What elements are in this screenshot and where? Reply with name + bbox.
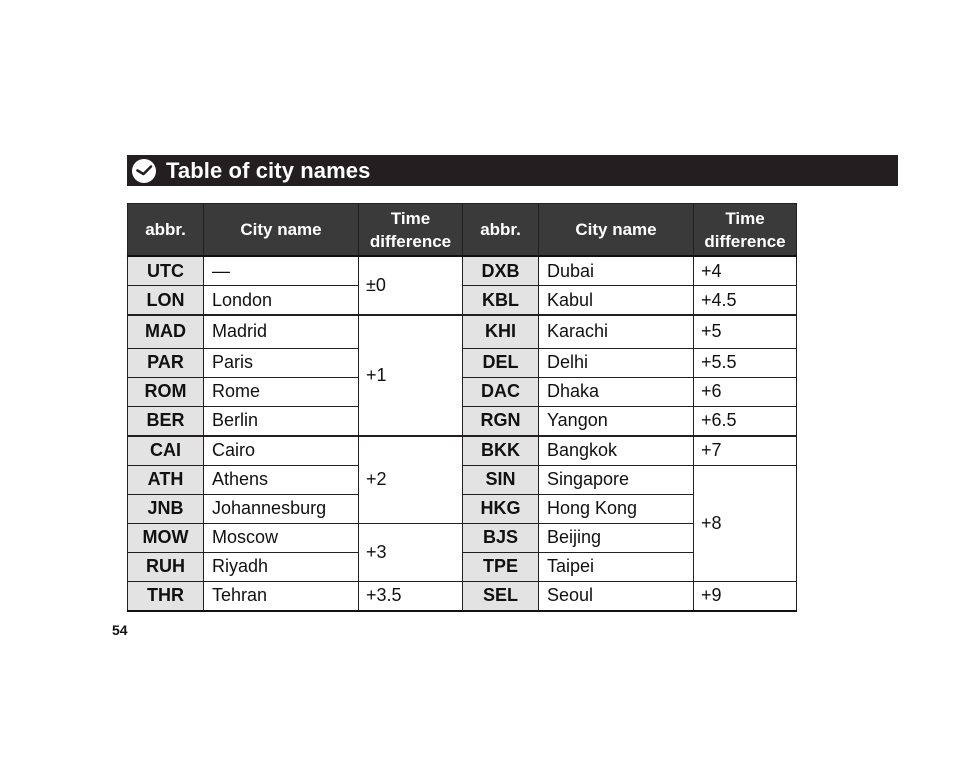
header-abbr: abbr. [128, 204, 204, 257]
time-difference-cell: +3 [359, 523, 463, 581]
abbr-cell: BER [128, 406, 204, 436]
header-time-difference: Time difference [694, 204, 797, 257]
time-difference-cell: +9 [694, 581, 797, 611]
table-row [128, 581, 797, 611]
abbr-cell: TPE [463, 552, 539, 581]
abbr-cell: CAI [128, 436, 204, 466]
city-cell: — [204, 256, 359, 286]
city-cell: Kabul [539, 286, 694, 316]
city-cell: Seoul [539, 581, 694, 611]
time-difference-cell: +2 [359, 436, 463, 524]
page-number: 54 [112, 622, 128, 638]
title-bar [127, 155, 898, 186]
abbr-cell: BJS [463, 523, 539, 552]
table-row [128, 256, 797, 286]
table-row [128, 286, 797, 316]
city-cell: Tehran [204, 581, 359, 611]
abbr-cell: ROM [128, 377, 204, 406]
abbr-cell: SEL [463, 581, 539, 611]
time-difference-cell: +6 [694, 377, 797, 406]
abbr-cell: BKK [463, 436, 539, 466]
abbr-cell: ATH [128, 465, 204, 494]
abbr-cell: DAC [463, 377, 539, 406]
city-cell: Hong Kong [539, 494, 694, 523]
city-cell: Cairo [204, 436, 359, 466]
table-row [128, 465, 797, 494]
abbr-cell: JNB [128, 494, 204, 523]
time-difference-cell: +5.5 [694, 348, 797, 377]
city-cell: Dhaka [539, 377, 694, 406]
abbr-cell: SIN [463, 465, 539, 494]
abbr-cell: UTC [128, 256, 204, 286]
city-cell: Athens [204, 465, 359, 494]
table-header-row [128, 204, 797, 257]
city-cell: Johannesburg [204, 494, 359, 523]
abbr-cell: DEL [463, 348, 539, 377]
time-difference-cell: +6.5 [694, 406, 797, 436]
city-cell: Beijing [539, 523, 694, 552]
time-difference-cell: +4 [694, 256, 797, 286]
abbr-cell: MAD [128, 315, 204, 348]
city-cell: Rome [204, 377, 359, 406]
city-cell: Delhi [539, 348, 694, 377]
city-cell: Singapore [539, 465, 694, 494]
time-difference-cell: +4.5 [694, 286, 797, 316]
abbr-cell: HKG [463, 494, 539, 523]
table-row [128, 406, 797, 436]
table-row [128, 348, 797, 377]
time-difference-cell: +7 [694, 436, 797, 466]
clock-icon [131, 158, 157, 184]
abbr-cell: MOW [128, 523, 204, 552]
time-difference-cell: +1 [359, 315, 463, 436]
city-cell: Dubai [539, 256, 694, 286]
abbr-cell: RUH [128, 552, 204, 581]
city-names-table [127, 203, 797, 612]
city-cell: Moscow [204, 523, 359, 552]
city-cell: Riyadh [204, 552, 359, 581]
abbr-cell: DXB [463, 256, 539, 286]
abbr-cell: KHI [463, 315, 539, 348]
table-row [128, 436, 797, 466]
abbr-cell: LON [128, 286, 204, 316]
table-row [128, 377, 797, 406]
city-cell: Bangkok [539, 436, 694, 466]
city-cell: Berlin [204, 406, 359, 436]
city-cell: Madrid [204, 315, 359, 348]
city-cell: London [204, 286, 359, 316]
city-cell: Taipei [539, 552, 694, 581]
abbr-cell: RGN [463, 406, 539, 436]
time-difference-cell: +3.5 [359, 581, 463, 611]
time-difference-cell: +8 [694, 465, 797, 581]
header-time-difference: Time difference [359, 204, 463, 257]
header-city-name: City name [539, 204, 694, 257]
page-title: Table of city names [166, 157, 371, 183]
city-cell: Paris [204, 348, 359, 377]
time-difference-cell: ±0 [359, 256, 463, 315]
abbr-cell: KBL [463, 286, 539, 316]
city-cell: Yangon [539, 406, 694, 436]
header-city-name: City name [204, 204, 359, 257]
city-cell: Karachi [539, 315, 694, 348]
time-difference-cell: +5 [694, 315, 797, 348]
abbr-cell: THR [128, 581, 204, 611]
abbr-cell: PAR [128, 348, 204, 377]
header-abbr: abbr. [463, 204, 539, 257]
table-row [128, 315, 797, 348]
